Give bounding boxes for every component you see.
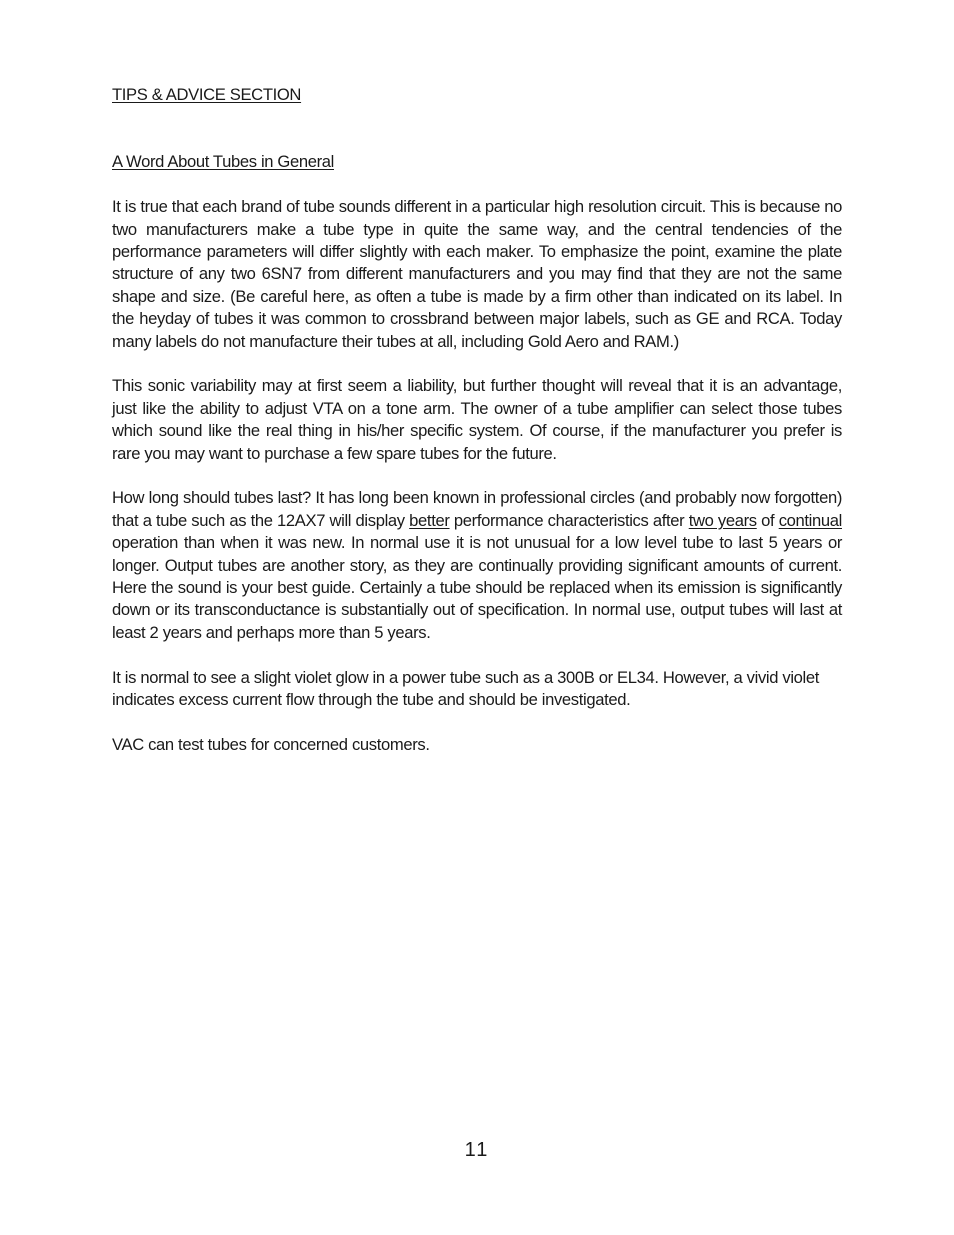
lifespan-text-1: How long should tubes last? It has long been known in professional circles (and probably now forgotten) that a tube such as the 12AX7 will display <box>112 488 842 530</box>
paragraph-tube-brands: It is true that each brand of tube sounds different in a particular high resolution circuit. This is because no two manufacturers make a tube type in quite the same way, and the central tendencies of the performance parameters will differ slightly with each maker. To emphasize the point, examine the plate structure of any two 6SN7 from different manufacturers and you may find that they are not the same shape and size. (Be careful here, as often a tube is made by a firm other than indicated on its label. In the heyday of tubes it was common to crossbrand between major labels, such as GE and RCA. Today many labels do not manufacture their tubes at all, including Gold Aero and RAM.) <box>112 197 842 351</box>
section-title: TIPS & ADVICE SECTION <box>112 85 302 104</box>
paragraph-tube-testing: VAC can test tubes for concerned customers. <box>112 734 430 754</box>
paragraph-tube-lifespan <box>112 487 842 644</box>
paragraph-violet-glow: It is normal to see a slight violet glow in a power tube such as a 300B or EL34. However, a vivid violet indicates excess current flow through the tube and should be investigated. <box>112 667 820 710</box>
paragraph-sonic-variability: This sonic variability may at first seem a liability, but further thought will reveal that it is an advantage, just like the ability to adjust VTA on a tone arm. The owner of a tube amplifier can select those tubes which sound like the real thing in his/her specific system. Of course, if the manufacturer you prefer is rare you may want to purchase a few spare tubes for the future. <box>112 376 842 463</box>
emphasis-better: better <box>409 510 450 530</box>
emphasis-continual: continual <box>778 510 842 530</box>
lifespan-text-3: of <box>756 510 779 530</box>
subsection-title: A Word About Tubes in General <box>112 152 334 172</box>
emphasis-two-years: two years <box>688 510 757 530</box>
page-content <box>112 84 842 756</box>
lifespan-text-2: performance characteristics after <box>449 510 689 530</box>
lifespan-text-4: operation than when it was new. In normal use it is not unusual for a low level tube to last 5 years or longer. Output tubes are another story, as they are continually providing significant amounts of current. Here the sound is your best guide. Certainly a tube should be replaced when its emission is significantly down or its transconductance is substantially out of specification. In normal use, output tubes will last at least 2 years and perhaps more than 5 years. <box>112 533 842 642</box>
page-number: 11 <box>464 1139 490 1161</box>
